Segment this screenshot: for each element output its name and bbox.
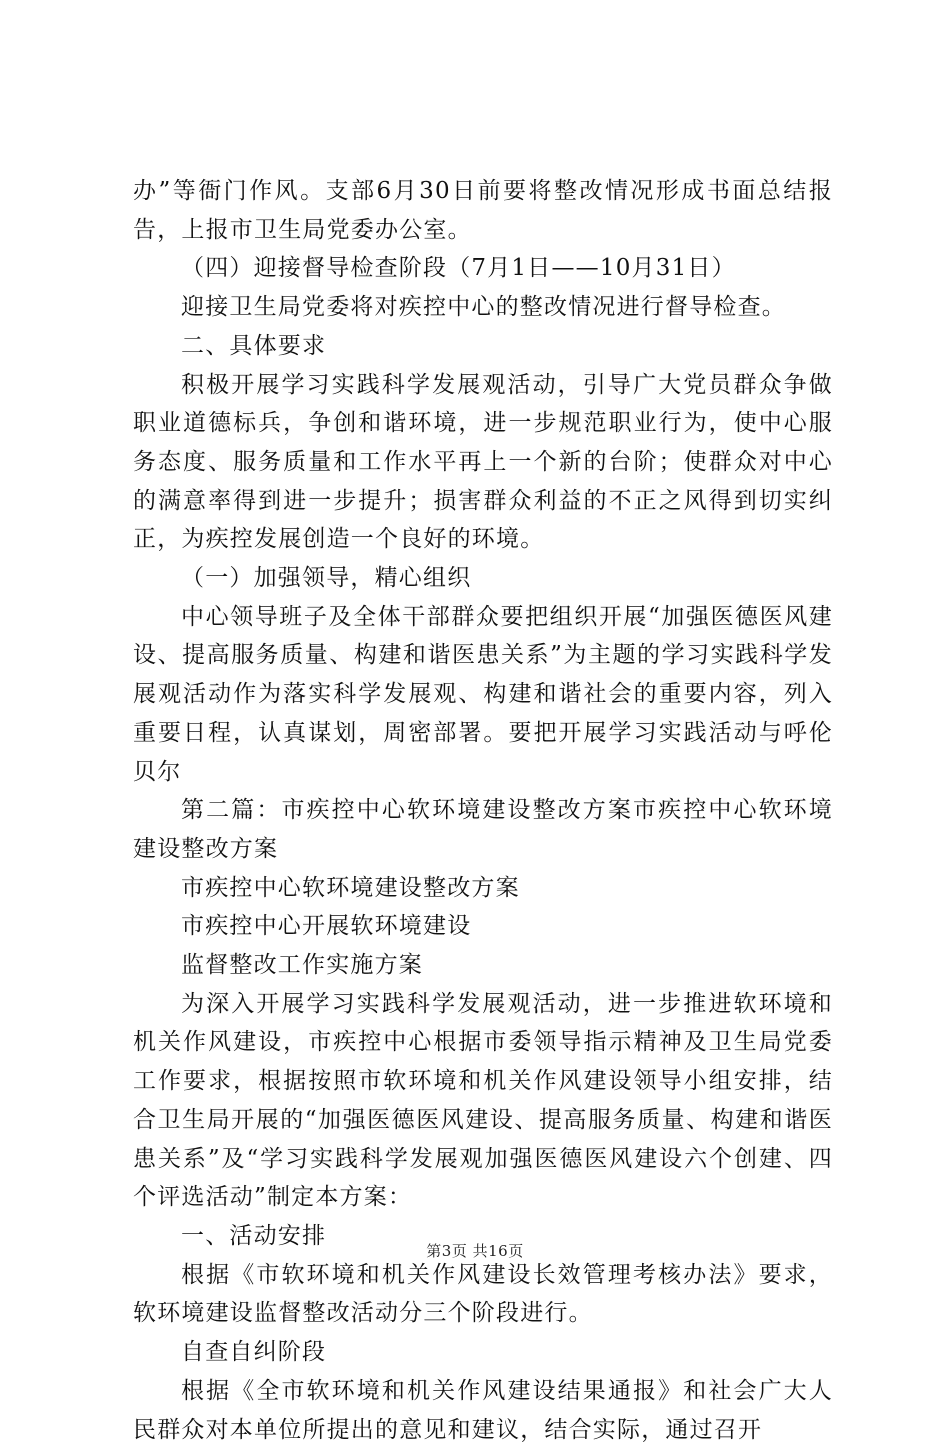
section-heading: 自查自纠阶段 <box>181 1339 327 1366</box>
section-heading: （四）迎接督导检查阶段（7月1日——10月31日） <box>181 255 736 282</box>
paragraph: 为深入开展学习实践科学发展观活动，进一步推进软环境和机关作风建设，市疾控中心根据市委领导指示精神及卫生局党委工作要求，根据按照市软环境和机关作风建设领导小组安排，结合卫生局开展的“加强医德医风建设、提高服务质量、构建和谐医患关系”及“学习实践科学发展观加强医德医风建设六个创建、四个评选活动”制定本方案： <box>133 990 833 1211</box>
paragraph: 办”等衙门作风。支部6月30日前要将整改情况形成书面总结报告，上报市卫生局党委办公室。 <box>133 178 833 243</box>
paragraph: 中心领导班子及全体干部群众要把组织开展“加强医德医风建设、提高服务质量、构建和谐医患关系”为主题的学习实践科学发展观活动作为落实科学发展观、构建和谐社会的重要内容，列入重要日程，认真谋划，周密部署。要把开展学习实践活动与呼伦贝尔 <box>133 603 833 785</box>
chapter-title: 第二篇：市疾控中心软环境建设整改方案市疾控中心软环境建设整改方案 <box>133 797 833 862</box>
paragraph: 根据《市软环境和机关作风建设长效管理考核办法》要求，软环境建设监督整改活动分三个阶段进行。 <box>133 1261 833 1327</box>
page-number: 第3页 共16页 <box>426 1242 524 1260</box>
paragraph: 积极开展学习实践科学发展观活动，引导广大党员群众争做职业道德标兵，争创和谐环境，进一步规范职业行为，使中心服务态度、服务质量和工作水平再上一个新的台阶；使群众对中心的满意率得到进一步提升；损害群众利益的不正之风得到切实纠正，为疾控发展创造一个良好的环境。 <box>133 371 833 553</box>
paragraph: 市疾控中心开展软环境建设 <box>181 913 472 940</box>
paragraph: 监督整改工作实施方案 <box>181 952 423 979</box>
paragraph: 市疾控中心软环境建设整改方案 <box>181 874 520 901</box>
section-heading: 一、活动安排 <box>181 1222 327 1249</box>
section-heading: （一）加强领导，精心组织 <box>181 565 472 592</box>
paragraph: 迎接卫生局党委将对疾控中心的整改情况进行督导检查。 <box>181 294 786 321</box>
paragraph: 根据《全市软环境和机关作风建设结果通报》和社会广大人民群众对本单位所提出的意见和建议，结合实际，通过召开 <box>133 1377 833 1443</box>
section-heading: 二、具体要求 <box>181 332 327 359</box>
